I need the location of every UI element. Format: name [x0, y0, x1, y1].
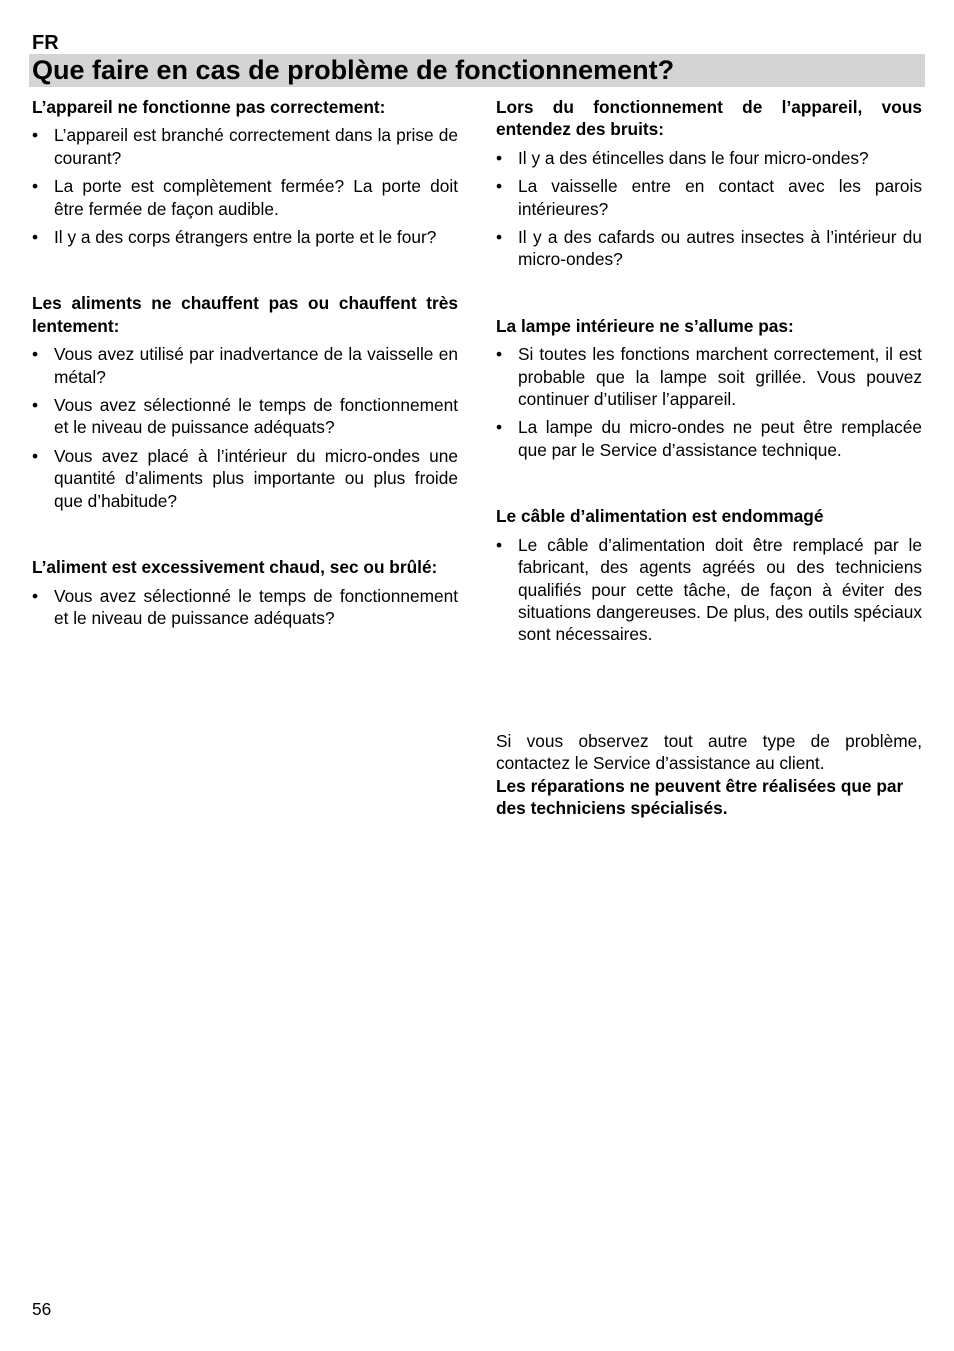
list-item: • Il y a des corps étrangers entre la porte et le four?: [32, 227, 437, 248]
page-number: 56: [32, 1299, 52, 1319]
bullet-icon: •: [32, 227, 39, 248]
bullet-icon: •: [496, 534, 503, 555]
bullet-icon: •: [32, 445, 39, 466]
bullet-list: [496, 534, 922, 646]
note-warning: Les réparations ne peuvent être réalisées que par des techniciens spécialisés.: [496, 775, 904, 818]
bullet-icon: •: [496, 227, 503, 248]
bullet-list: [32, 585, 458, 630]
bullet-icon: •: [32, 125, 39, 146]
note-text: Si vous observez tout autre type de problème, contactez le Service d’assistance au client.: [496, 730, 922, 774]
list-item: • La vaisselle entre en contact avec les parois intérieures?: [496, 176, 922, 219]
list-item: • Il y a des cafards ou autres insectes à l’intérieur du micro-ondes?: [496, 227, 922, 270]
right-column: [496, 96, 922, 819]
section-heading: Le câble d’alimentation est endommagé: [496, 506, 824, 527]
section-heading: L’aliment est excessivement chaud, sec ou brûlé:: [32, 557, 438, 578]
list-item: • Si toutes les fonctions marchent correctement, il est probable que la lampe soit grillée. Vous pouvez continuer d’utiliser l’appareil.: [496, 344, 922, 410]
list-item: • Vous avez sélectionné le temps de fonctionnement et le niveau de puissance adéquats?: [32, 395, 458, 438]
section-heading: La lampe intérieure ne s’allume pas:: [496, 315, 794, 336]
section-heading: Lors du fonctionnement de l’appareil, vous entendez des bruits:: [496, 97, 922, 140]
section-food-overheated: [32, 556, 458, 629]
list-item: • Le câble d’alimentation doit être remplacé par le fabricant, des agents agréés ou des techniciens qualifiés pour cette tâche, de façon à éviter des situations dangereuses. De plus, des outils spéciaux sont nécessaires.: [496, 534, 922, 645]
bullet-icon: •: [32, 395, 39, 416]
section-noises: [496, 96, 922, 271]
bullet-list: [496, 343, 922, 461]
bullet-icon: •: [496, 344, 503, 365]
left-column: [32, 96, 458, 635]
bullet-icon: •: [32, 585, 39, 606]
bullet-icon: •: [32, 344, 39, 365]
section-lamp: [496, 315, 922, 461]
section-heading: L’appareil ne fonctionne pas correctement:: [32, 97, 386, 117]
section-food-not-heating: [32, 292, 458, 512]
page-title: Que faire en cas de problème de fonctionnement?: [32, 55, 675, 85]
bullet-icon: •: [496, 176, 503, 197]
bullet-list: [496, 147, 922, 271]
bullet-icon: •: [496, 417, 503, 438]
bullet-list: [32, 343, 458, 512]
section-appliance-not-working: [32, 96, 458, 248]
bullet-icon: •: [496, 147, 503, 168]
list-item: • Vous avez placé à l’intérieur du micro-ondes une quantité d’aliments plus importante ou plus froide que d’habitude?: [32, 445, 458, 511]
list-item: • La lampe du micro-ondes ne peut être remplacée que par le Service d’assistance technique.: [496, 417, 922, 460]
section-heading: Les aliments ne chauffent pas ou chauffent très lentement:: [32, 293, 458, 336]
service-note: [496, 730, 922, 820]
list-item: • Vous avez utilisé par inadvertance de la vaisselle en métal?: [32, 344, 458, 387]
list-item: • L’appareil est branché correctement dans la prise de courant?: [32, 125, 458, 168]
list-item: • La porte est complètement fermée? La porte doit être fermée de façon audible.: [32, 176, 458, 219]
list-item: • Il y a des étincelles dans le four micro-ondes?: [496, 147, 869, 168]
title-bar: [29, 54, 925, 87]
bullet-list: [32, 124, 458, 248]
bullet-icon: •: [32, 176, 39, 197]
section-power-cable: [496, 505, 922, 645]
list-item: • Vous avez sélectionné le temps de fonctionnement et le niveau de puissance adéquats?: [32, 585, 458, 628]
language-code: FR: [32, 32, 59, 54]
